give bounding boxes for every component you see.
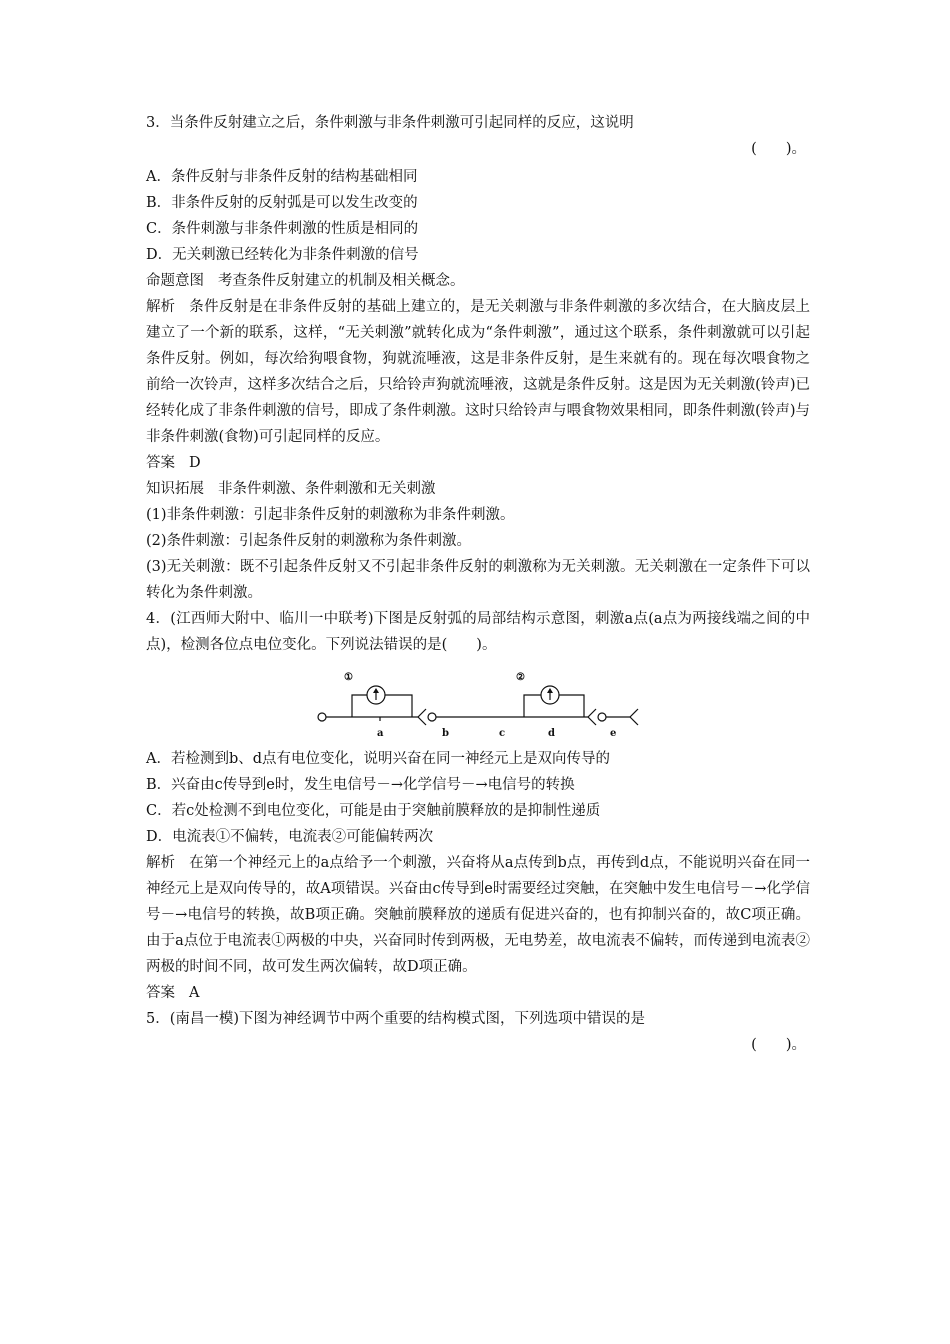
q4-answer-label: 答案 bbox=[146, 985, 175, 1001]
q3-answer bbox=[146, 450, 810, 476]
document-page bbox=[146, 110, 810, 1058]
q3-option-c: C．条件刺激与非条件刺激的性质是相同的 bbox=[146, 221, 419, 237]
reflex-arc-diagram bbox=[314, 662, 654, 744]
neuron-1-terminal-lower bbox=[418, 717, 426, 725]
q3-stem: 3．当条件反射建立之后，条件刺激与非条件刺激可引起同样的反应，这说明 bbox=[146, 115, 634, 131]
point-label-e: e bbox=[610, 728, 617, 739]
meter-1-label: ① bbox=[344, 672, 353, 683]
q3-extension-label: 知识拓展 bbox=[146, 481, 204, 497]
q3-intent bbox=[146, 268, 810, 294]
neuron-2-cell-body bbox=[428, 713, 436, 721]
q5-answer-blank: ( )。 bbox=[751, 1037, 806, 1053]
point-label-b: b bbox=[442, 728, 449, 739]
q4-option-b: B．兴奋由c传导到e时，发生电信号－→化学信号－→电信号的转换 bbox=[146, 777, 575, 793]
q4-answer bbox=[146, 980, 810, 1006]
q3-answer-blank: ( )。 bbox=[751, 141, 806, 157]
q3-answer-label: 答案 bbox=[146, 455, 175, 471]
q3-analysis bbox=[146, 294, 810, 450]
q4-analysis-text: 在第一个神经元上的a点给予一个刺激，兴奋将从a点传到b点，再传到d点，不能说明兴奋在同一神经元上是双向传导的，故A项错误。兴奋由c传导到e时需要经过突触，在突触中发生电信号－→化学信号－→电信号的转换，故B项正确。突触前膜释放的递质有促进兴奋的，也有抑制兴奋的，故C项正确。由于a点位于电流表①两极的中央，兴奋同时传到两极，无电势差，故电流表不偏转，而传递到电流表②两极的时间不同，故可发生两次偏转，故D项正确。 bbox=[146, 855, 810, 975]
neuron-2-terminal-lower bbox=[588, 717, 596, 725]
q3-analysis-text: 条件反射是在非条件反射的基础上建立的，是无关刺激与非条件刺激的多次结合，在大脑皮层上建立了一个新的联系，这样，“无关刺激”就转化成为“条件刺激”，通过这个联系，条件刺激就可以引起条件反射。例如，每次给狗喂食物，狗就流唾液，这是非条件反射，是生来就有的。现在每次喂食物之前给一次铃声，这样多次结合之后，只给铃声狗就流唾液，这就是条件反射。这是因为无关刺激(铃声)已经转化成了非条件刺激的信号，即成了条件刺激。这时只给铃声与喂食物效果相同，即条件刺激(铃声)与非条件刺激(食物)可引起同样的反应。 bbox=[146, 299, 810, 445]
q4-option-a: A．若检测到b、d点有电位变化，说明兴奋在同一神经元上是双向传导的 bbox=[146, 751, 611, 767]
q3-extension-item-3: (3)无关刺激：既不引起条件反射又不引起非条件反射的刺激称为无关刺激。无关刺激在一定条件下可以转化为条件刺激。 bbox=[146, 559, 810, 601]
q3-extension-title: 非条件刺激、条件刺激和无关刺激 bbox=[218, 481, 436, 497]
q4-stem: 4．(江西师大附中、临川一中联考)下图是反射弧的局部结构示意图，刺激a点(a点为两接线端之间的中点)，检测各位点电位变化。下列说法错误的是( )。 bbox=[146, 611, 810, 653]
neuron-3-cell-body bbox=[598, 713, 606, 721]
q5-stem: 5．(南昌一模)下图为神经调节中两个重要的结构模式图，下列选项中错误的是 bbox=[146, 1011, 646, 1027]
q3-extension-item-1: (1)非条件刺激：引起非条件反射的刺激称为非条件刺激。 bbox=[146, 507, 515, 523]
neuron-3-terminal-upper bbox=[630, 709, 638, 717]
q3-extension-item-2: (2)条件刺激：引起条件反射的刺激称为条件刺激。 bbox=[146, 533, 472, 549]
q4-analysis-label: 解析 bbox=[146, 855, 175, 871]
q3-option-a: A．条件反射与非条件反射的结构基础相同 bbox=[146, 169, 418, 185]
point-label-d: d bbox=[548, 728, 555, 739]
neuron-1-terminal-upper bbox=[418, 709, 426, 717]
q3-intent-text: 考查条件反射建立的机制及相关概念。 bbox=[218, 273, 465, 289]
q3-option-b: B．非条件反射的反射弧是可以发生改变的 bbox=[146, 195, 418, 211]
neuron-3-terminal-lower bbox=[630, 717, 638, 725]
q3-extension bbox=[146, 476, 810, 502]
q4-option-c: C．若c处检测不到电位变化，可能是由于突触前膜释放的是抑制性递质 bbox=[146, 803, 601, 819]
neuron-2-terminal-upper bbox=[588, 709, 596, 717]
q3-option-d: D．无关刺激已经转化为非条件刺激的信号 bbox=[146, 247, 419, 263]
q3-answer-value: D bbox=[189, 455, 201, 471]
q3-intent-label: 命题意图 bbox=[146, 273, 204, 289]
neuron-1-cell-body bbox=[318, 713, 326, 721]
q4-analysis bbox=[146, 850, 810, 980]
q4-answer-value: A bbox=[189, 985, 200, 1001]
q4-reflex-arc-figure bbox=[146, 662, 810, 744]
point-label-c: c bbox=[499, 728, 506, 739]
meter-2-label: ② bbox=[516, 672, 525, 683]
q4-option-d: D．电流表①不偏转，电流表②可能偏转两次 bbox=[146, 829, 434, 845]
q3-analysis-label: 解析 bbox=[146, 299, 175, 315]
point-label-a: a bbox=[377, 728, 384, 739]
